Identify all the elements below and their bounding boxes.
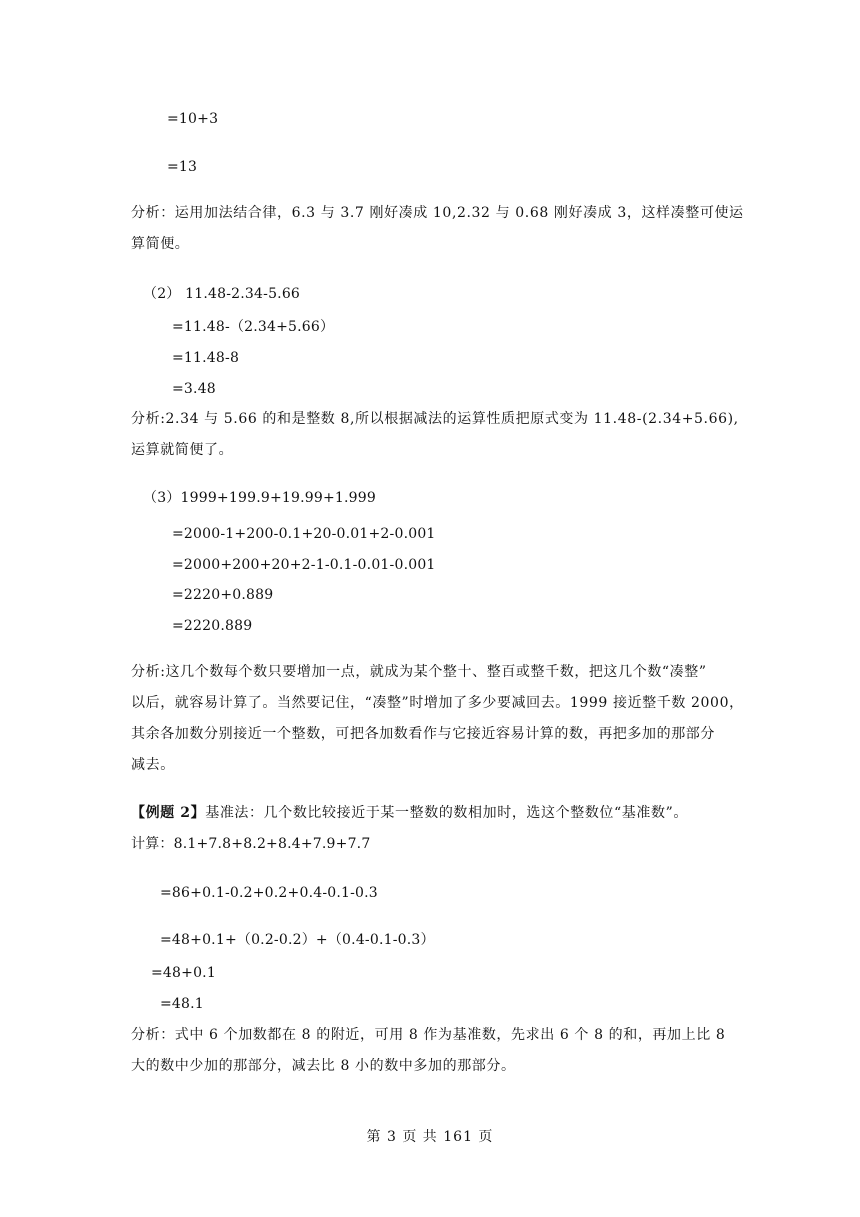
example-heading <box>131 803 688 823</box>
equation-step: =48.1 <box>160 996 204 1012</box>
text-line: 减去。 <box>131 757 175 773</box>
problem-expression: （3）1999+199.9+19.99+1.999 <box>143 490 376 506</box>
equation-step: =13 <box>167 159 198 175</box>
calc-expression: 计算：8.1+7.8+8.2+8.4+7.9+7.7 <box>131 836 371 852</box>
equation-step: =3.48 <box>172 381 216 397</box>
page-footer: 第 3 页 共 161 页 <box>366 1129 494 1145</box>
text-line: 分析：运用加法结合律，6.3 与 3.7 刚好凑成 10,2.32 与 0.68 刚好凑成 3，这样凑整可使运 <box>131 205 744 221</box>
equation-step: =2220.889 <box>172 618 253 634</box>
text-line: 分析:这几个数每个数只要增加一点，就成为某个整十、整百或整千数，把这几个数“凑整” <box>131 664 707 680</box>
text-line: 以后，就容易计算了。当然要记住，“凑整”时增加了多少要减回去。1999 接近整千数 2000， <box>131 695 744 711</box>
problem-expression: （2） 11.48-2.34-5.66 <box>143 286 301 302</box>
equation-step: =2000-1+200-0.1+20-0.01+2-0.001 <box>172 526 436 542</box>
text-line: 分析：式中 6 个加数都在 8 的附近，可用 8 作为基准数，先求出 6 个 8 的和，再加上比 8 <box>131 1027 726 1043</box>
text-line: 算简便。 <box>131 236 190 252</box>
equation-step: =86+0.1-0.2+0.2+0.4-0.1-0.3 <box>160 885 378 901</box>
text-line: 分析:2.34 与 5.66 的和是整数 8,所以根据减法的运算性质把原式变为 11.48-(2.34+5.66), <box>131 411 739 427</box>
example-intro: 基准法：几个数比较接近于某一整数的数相加时，选这个整数位“基准数”。 <box>205 805 688 821</box>
analysis-paragraph <box>131 198 744 260</box>
text-line: 运算就简便了。 <box>131 442 234 458</box>
equation-step: =48+0.1 <box>151 965 216 981</box>
text-line: 大的数中少加的那部分，减去比 8 小的数中多加的那部分。 <box>131 1058 516 1074</box>
analysis-paragraph <box>131 657 744 781</box>
equation-step: =11.48-8 <box>172 350 240 366</box>
equation-step: =2000+200+20+2-1-0.1-0.01-0.001 <box>172 557 436 573</box>
equation-step: =11.48-（2.34+5.66） <box>172 319 335 335</box>
equation-step: =48+0.1+（0.2-0.2）+（0.4-0.1-0.3） <box>160 932 435 948</box>
text-line: 其余各加数分别接近一个整数，可把各加数看作与它接近容易计算的数，再把多加的那部分 <box>131 726 715 742</box>
equation-step: =2220+0.889 <box>172 587 274 603</box>
analysis-paragraph <box>131 404 739 466</box>
example-label: 【例题 2】 <box>131 805 206 821</box>
analysis-paragraph <box>131 1020 731 1082</box>
equation-step: =10+3 <box>167 111 219 127</box>
